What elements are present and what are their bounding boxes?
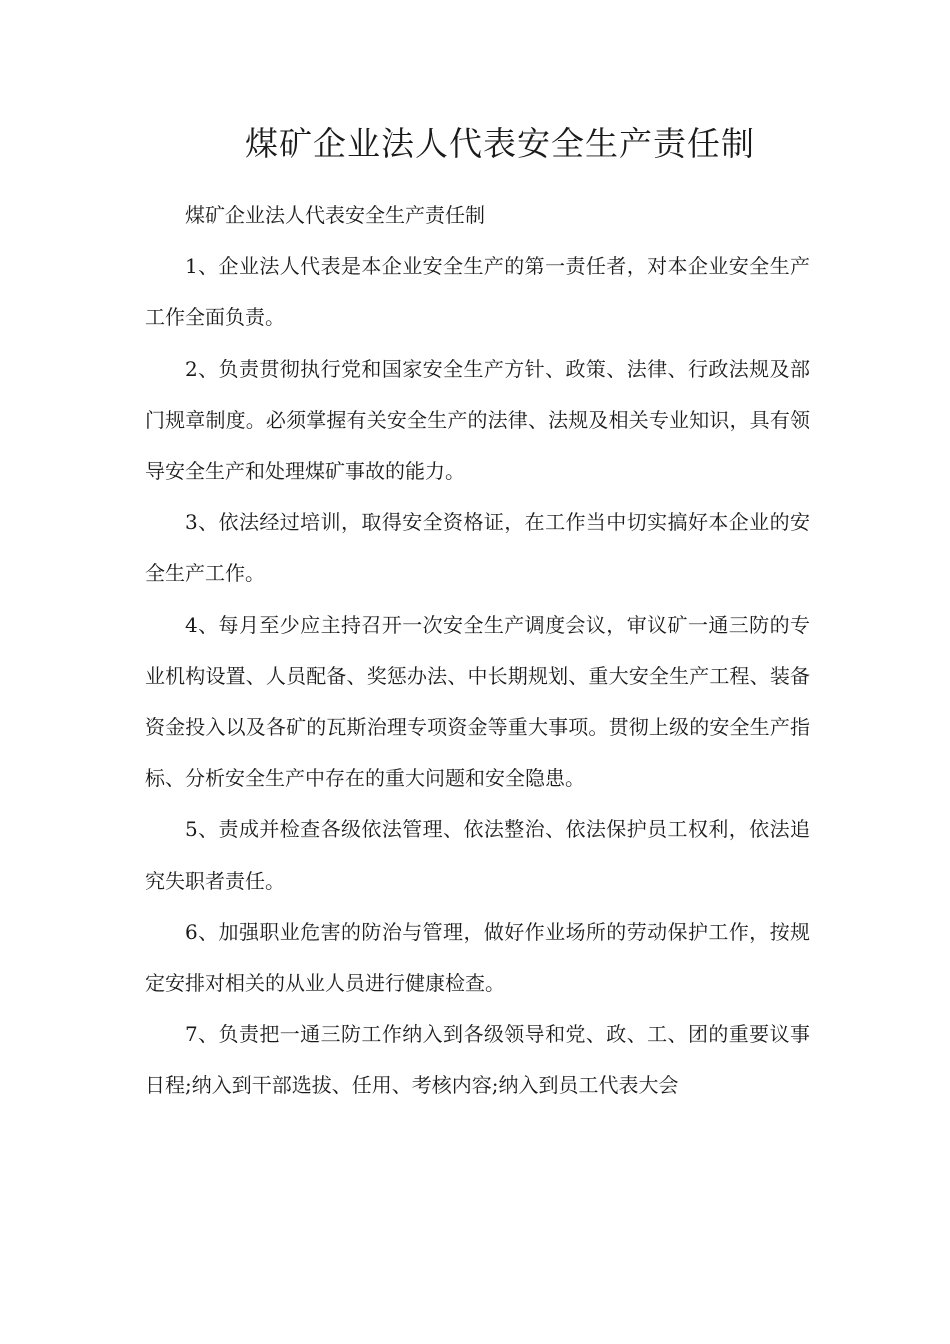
paragraph-item-6: 6、加强职业危害的防治与管理，做好作业场所的劳动保护工作，按规定安排对相关的从业人员进行健康检查。 bbox=[145, 919, 810, 996]
document-body bbox=[145, 190, 810, 1112]
document-title: 煤矿企业法人代表安全生产责任制 bbox=[245, 124, 755, 163]
paragraph-item-5: 5、责成并检查各级依法管理、依法整治、依法保护员工权利，依法追究失职者责任。 bbox=[145, 817, 810, 893]
paragraph-item-1: 1、企业法人代表是本企业安全生产的第一责任者，对本企业安全生产工作全面负责。 bbox=[145, 254, 810, 330]
paragraph-item-3: 3、依法经过培训，取得安全资格证，在工作当中切实搞好本企业的安全生产工作。 bbox=[145, 510, 810, 586]
paragraph-item-7: 7、负责把一通三防工作纳入到各级领导和党、政、工、团的重要议事日程;纳入到干部选拔、任用、考核内容;纳入到员工代表大会 bbox=[145, 1022, 810, 1098]
paragraph-item-2: 2、负责贯彻执行党和国家安全生产方针、政策、法律、行政法规及部门规章制度。必须掌握有关安全生产的法律、法规及相关专业知识，具有领导安全生产和处理煤矿事故的能力。 bbox=[145, 356, 810, 484]
paragraph-subtitle: 煤矿企业法人代表安全生产责任制 bbox=[185, 203, 485, 227]
paragraph-item-4: 4、每月至少应主持召开一次安全生产调度会议，审议矿一通三防的专业机构设置、人员配备、奖惩办法、中长期规划、重大安全生产工程、装备资金投入以及各矿的瓦斯治理专项资金等重大事项。贯彻上级的安全生产指标、分析安全生产中存在的重大问题和安全隐患。 bbox=[145, 612, 810, 791]
